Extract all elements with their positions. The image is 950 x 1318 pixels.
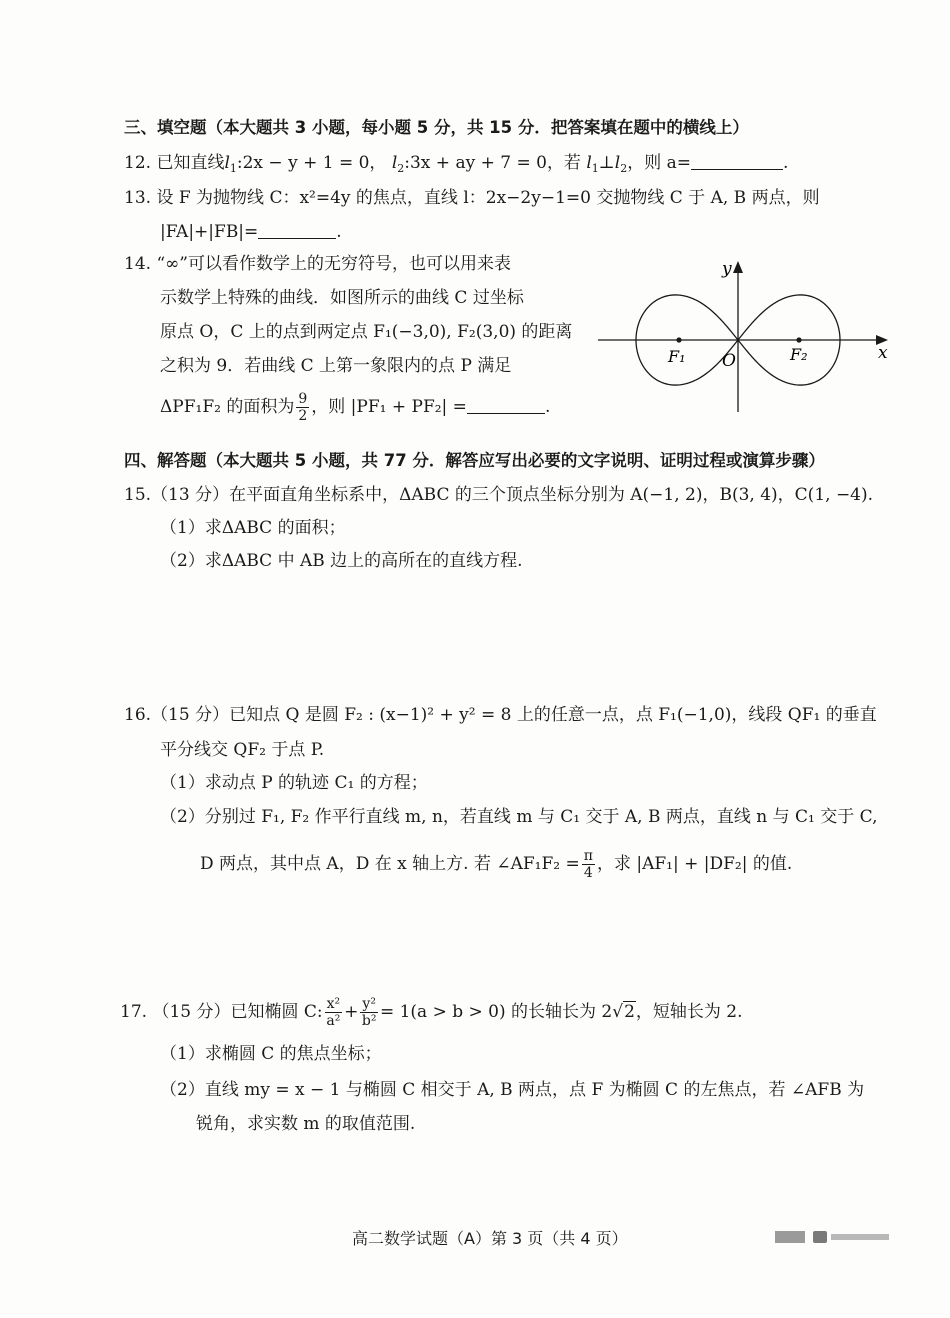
question-16 [124,704,877,726]
q15-stem: （13 分）在平面直角坐标系中，ΔABC 的三个顶点坐标分别为 A(−1, 2)，B(3, 4)，C(1, −4). [151,485,874,505]
q14-number: 14. [124,254,152,274]
question-15 [124,484,873,506]
x-axis-label: x [878,343,888,363]
question-17 [120,996,743,1029]
question-14-line1 [124,253,511,275]
q12-l2-equation: :3x + ay + 7 = 0 [404,153,547,173]
q16-p2b-post: ，求 |AF₁| + |DF₂| 的值. [596,854,793,874]
q16-part-2: （2）分别过 F₁, F₂ 作平行直线 m, n，若直线 m 与 C₁ 交于 A, B 两点，直线 n 与 C₁ 交于 C, [160,807,878,827]
q14-ask: ，则 [311,397,346,417]
q12-perp-symbol: ⊥ [598,153,615,173]
focus-f2-point [796,337,801,342]
q17-pre: （15 分）已知椭圆 C: [152,1002,323,1022]
section-4-title: 四、解答题（本大题共 5 小题，共 77 分．解答应写出必要的文字说明、证明过程或演算步骤） [124,451,825,470]
q15-number: 15. [124,485,152,505]
q12-number: 12. [124,153,152,173]
q17-part-2: （2）直线 my = x − 1 与椭圆 C 相交于 A, B 两点，点 F 为椭圆 C 的左焦点，若 ∠AFB 为 [160,1080,865,1100]
page-footer: 高二数学试题（A）第 3 页（共 4 页） [352,1229,628,1248]
q14-text-4: 之积为 9．若曲线 C 上第一象限内的点 P 满足 [160,356,512,376]
q17-number: 17. [120,1002,148,1022]
q14-answer-blank[interactable] [467,397,545,414]
q16-number: 16. [124,705,152,725]
q17-equation: = 1(a > b > 0) 的长轴长为 2 [379,1002,613,1022]
q13-expression: |FA|+|FB|= [160,222,259,242]
q13-line1: 设 F 为抛物线 C：x²=4y 的焦点，直线 l：2x−2y−1=0 交抛物线 C 于 A, B 两点，则 [156,188,820,208]
q16-line1: （15 分）已知点 Q 是圆 F₂ : (x−1)² + y² = 8 上的任意一点，点 F₁(−1,0)，线段 QF₁ 的垂直 [151,705,877,725]
q13-number: 13. [124,188,152,208]
q16-p2b-pre: D 两点，其中点 A，D 在 x 轴上方. 若 ∠AF₁F₂ = [200,854,580,874]
q14-triangle: ΔPF₁F₂ 的面积为 [160,397,295,417]
f1-label: F₁ [668,347,686,366]
question-13-line2 [160,221,342,243]
q16-part-1: （1）求动点 P 的轨迹 C₁ 的方程； [160,773,428,793]
q16-part-2-cont [200,848,792,881]
q14-text-1: “∞”可以看作数学上的无穷符号，也可以用来表 [156,254,511,274]
question-13 [124,187,820,209]
q14-text-5 [160,391,550,424]
q14-end: . [544,397,551,417]
q14-vector-expression: |PF₁ + PF₂| = [350,397,467,417]
q15-part-2: （2）求ΔABC 中 AB 边上的高所在的直线方程. [160,551,523,571]
q17-y-fraction: $\frac{\text{y²}}{\text{b²}}$ [361,996,377,1029]
f2-label: F₂ [790,345,808,364]
scanner-watermark [775,1228,893,1246]
section-3-title: 三、填空题（本大题共 3 小题，每小题 5 分，共 15 分．把答案填在题中的横线上） [124,118,749,137]
origin-label: O [722,351,736,371]
question-12: 12. 已知直线$l_1:2x - y + 1 = 0$， $l_2:3x$ + ay + 7 = 0，若 $l_1\perp l_2$，则 a= . [124,153,789,175]
q17-x-fraction: $\frac{\text{x²}}{\text{a²}}$ [326,996,341,1029]
q15-part-1: （1）求ΔABC 的面积； [160,518,346,538]
q14-text-3: 原点 O，C 上的点到两定点 F₁(−3,0), F₂(3,0) 的距离 [160,322,573,342]
q12-pre: 已知直线 [156,153,225,173]
q12-answer-blank[interactable] [691,153,783,170]
lemniscate-figure [598,252,898,417]
q17-part-2-cont: 锐角，求实数 m 的取值范围. [196,1114,416,1134]
focus-f1-point [676,337,681,342]
q12-end: . [783,153,789,173]
y-axis-arrow [733,261,743,273]
q14-text-2: 示数学上特殊的曲线．如图所示的曲线 C 过坐标 [160,288,524,308]
q16-angle-fraction: $\frac{\pi}{4}$ [583,848,593,881]
q13-answer-blank[interactable] [258,222,336,239]
y-axis-label: y [722,259,732,279]
q17-post: ，短轴长为 2. [635,1002,743,1022]
q17-part-1: （1）求椭圆 C 的焦点坐标； [160,1044,382,1064]
q13-end: . [336,222,342,242]
q16-line2: 平分线交 QF₂ 于点 P. [160,740,325,760]
q17-plus: + [344,1002,359,1022]
q17-sqrt: √2 [612,1002,635,1022]
q12-condition: ，若 [546,153,581,173]
q12-l1-equation: :2x − y + 1 = 0 [236,153,370,173]
q14-area-fraction: $\frac{9}{2}$ [298,391,308,424]
q12-ask: ，则 a= [627,153,692,173]
